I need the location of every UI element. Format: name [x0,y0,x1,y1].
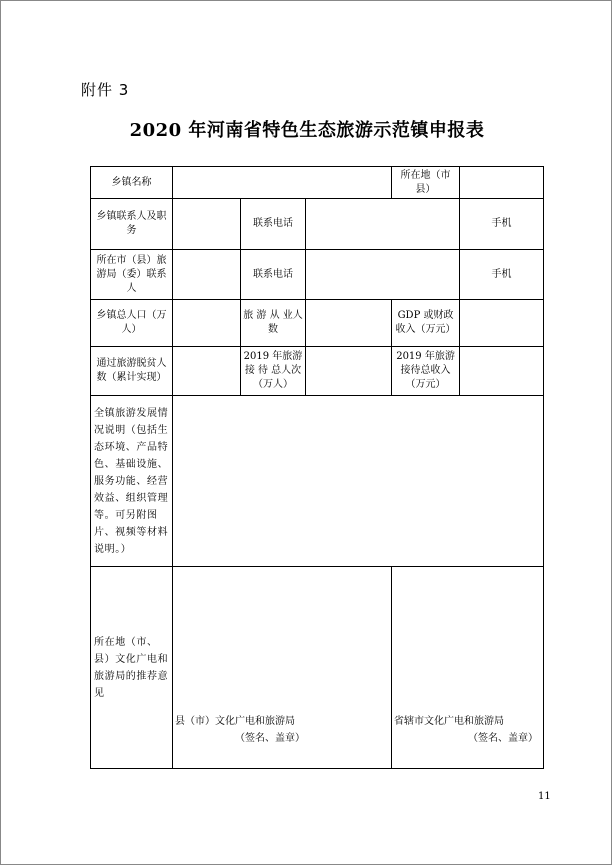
value-population[interactable] [173,300,241,347]
row-contact [91,199,544,250]
county-sign-note: （签名、盖章） [235,733,305,744]
county-recommendation-cell[interactable] [173,567,392,769]
value-description[interactable] [173,396,544,567]
value-poverty[interactable] [173,347,241,396]
label-mobile: 手机 [460,199,544,250]
row-population [91,300,544,347]
label-description: 全镇旅游发展情况说明（包括生态环境、产品特色、基础设施、服务功能、经营效益、组织管理等。可另附图片、视频等材料说明。） [91,396,173,567]
value-contact[interactable] [173,199,241,250]
county-org-label: 县（市）文化广电和旅游局 [175,716,295,727]
label-visitors: 2019 年旅游接 待 总人次（万人） [241,347,306,396]
province-org-label: 省辖市文化广电和旅游局 [394,716,505,727]
label-location: 所在地（市 县） [392,167,460,199]
row-poverty [91,347,544,396]
label-bureau-contact: 所在市（县）旅游局（委）联系人 [91,250,173,300]
label-population: 乡镇总人口（万人） [91,300,173,347]
row-bureau-contact [91,250,544,300]
value-bureau-contact[interactable] [173,250,241,300]
row-town-name [91,167,544,199]
value-phone[interactable] [306,199,460,250]
value-tourism-staff[interactable] [306,300,392,347]
label-revenue: 2019 年旅游接待总收入（万元） [392,347,460,396]
value-visitors[interactable] [306,347,392,396]
label-phone: 联系电话 [241,199,306,250]
label-poverty: 通过旅游脱贫人数（累计实现） [91,347,173,396]
row-recommendation [91,567,544,769]
value-town-name[interactable] [173,167,392,199]
value-revenue[interactable] [460,347,544,396]
page-number: 11 [538,791,551,802]
label-contact: 乡镇联系人及职务 [91,199,173,250]
value-location[interactable] [460,167,544,199]
label-bureau-phone: 联系电话 [241,250,306,300]
application-form-table [90,166,544,769]
label-tourism-staff: 旅 游 从 业人数 [241,300,306,347]
label-town-name: 乡镇名称 [91,167,173,199]
value-bureau-phone[interactable] [306,250,460,300]
label-bureau-mobile: 手机 [460,250,544,300]
province-recommendation-cell[interactable] [392,567,544,769]
row-description [91,396,544,567]
value-gdp[interactable] [460,300,544,347]
province-sign-note: （签名、盖章） [468,733,539,744]
page-title: 2020 年河南省特色生态旅游示范镇申报表 [129,120,485,141]
attachment-label: 附件 3 [81,81,130,99]
label-gdp: GDP 或财政收入（万元） [392,300,460,347]
label-recommendation: 所在地（市、县）文化广电和旅游局的推荐意见 [91,567,173,769]
